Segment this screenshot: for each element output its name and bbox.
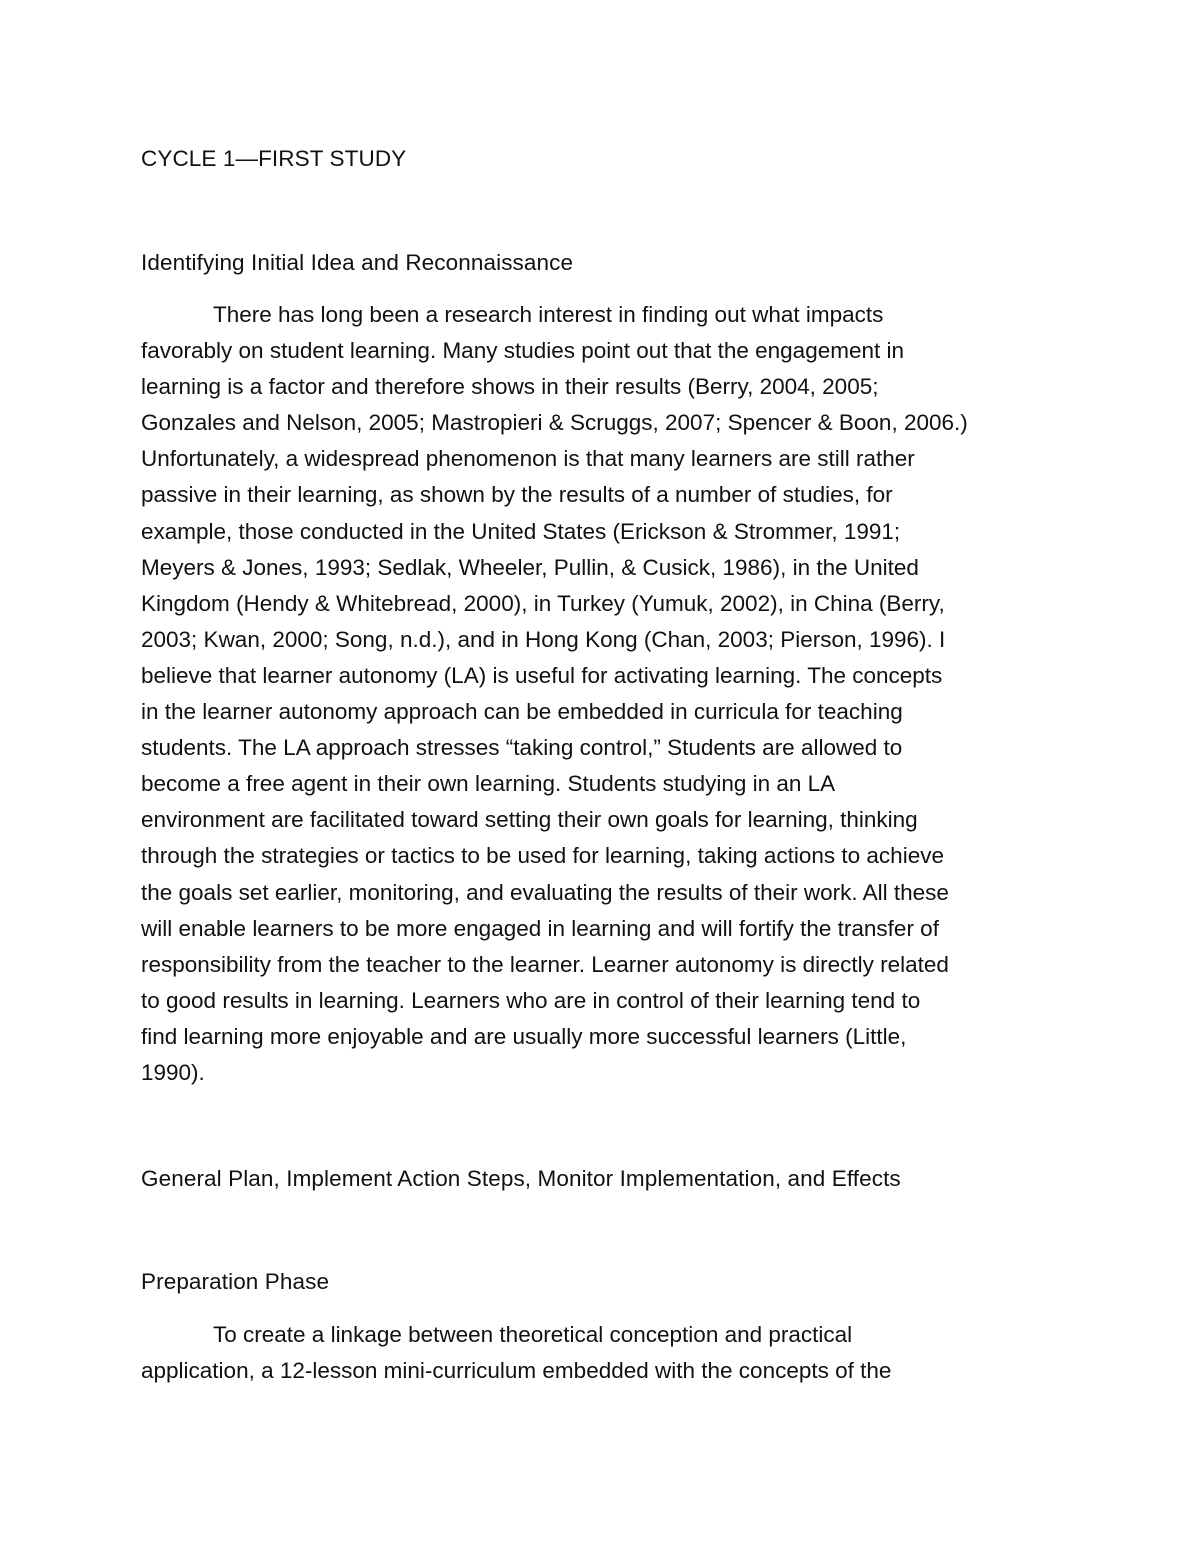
paragraph-line: responsibility from the teacher to the learner. Learner autonomy is directly related — [141, 951, 949, 977]
paragraph-line: There has long been a research interest in finding out what impacts — [213, 302, 884, 327]
paragraph-line: Meyers & Jones, 1993; Sedlak, Wheeler, Pullin, & Cusick, 1986), in the United — [141, 554, 919, 580]
paragraph-line: will enable learners to be more engaged in learning and will fortify the transfer of — [141, 915, 939, 941]
paragraph-line: Gonzales and Nelson, 2005; Mastropieri & Scruggs, 2007; Spencer & Boon, 2006.) — [141, 410, 968, 436]
paragraph-line: Kingdom (Hendy & Whitebread, 2000), in Turkey (Yumuk, 2002), in China (Berry, — [141, 590, 945, 616]
paragraph-line: 1990). — [141, 1059, 205, 1085]
paragraph-line: to good results in learning. Learners who are in control of their learning tend to — [141, 987, 921, 1013]
paragraph-line: through the strategies or tactics to be used for learning, taking actions to achieve — [141, 843, 944, 869]
paragraph-line: become a free agent in their own learning. Students studying in an LA — [141, 771, 836, 797]
paragraph-line: passive in their learning, as shown by the results of a number of studies, for — [141, 482, 893, 508]
paragraph-preparation — [141, 1317, 1071, 1389]
paragraph-line: students. The LA approach stresses “taking control,” Students are allowed to — [141, 735, 903, 761]
paragraph-reconnaissance — [141, 297, 1071, 1091]
paragraph-line: learning is a factor and therefore shows in their results (Berry, 2004, 2005; — [141, 374, 879, 400]
preparation-phase-heading: Preparation Phase — [141, 1269, 330, 1294]
paragraph-line: environment are facilitated toward setting their own goals for learning, thinking — [141, 807, 918, 833]
paragraph-line: 2003; Kwan, 2000; Song, n.d.), and in Hong Kong (Chan, 2003; Pierson, 1996). I — [141, 626, 946, 652]
paragraph-line: Unfortunately, a widespread phenomenon is that many learners are still rather — [141, 446, 915, 472]
paragraph-line: the goals set earlier, monitoring, and evaluating the results of their work. All these — [141, 879, 949, 905]
paragraph-line: example, those conducted in the United States (Erickson & Strommer, 1991; — [141, 518, 901, 544]
reconnaissance-heading: Identifying Initial Idea and Reconnaissance — [141, 250, 574, 275]
general-plan-heading: General Plan, Implement Action Steps, Monitor Implementation, and Effects — [141, 1166, 901, 1191]
paragraph-line: in the learner autonomy approach can be embedded in curricula for teaching — [141, 699, 903, 725]
paragraph-line: find learning more enjoyable and are usually more successful learners (Little, — [141, 1023, 907, 1049]
paragraph-line: application, a 12-lesson mini-curriculum embedded with the concepts of the — [141, 1358, 892, 1384]
cycle-heading: CYCLE 1—FIRST STUDY — [141, 146, 407, 171]
paragraph-line: favorably on student learning. Many studies point out that the engagement in — [141, 338, 905, 364]
paragraph-line: To create a linkage between theoretical conception and practical — [213, 1322, 853, 1347]
paragraph-line: believe that learner autonomy (LA) is useful for activating learning. The concepts — [141, 662, 943, 688]
